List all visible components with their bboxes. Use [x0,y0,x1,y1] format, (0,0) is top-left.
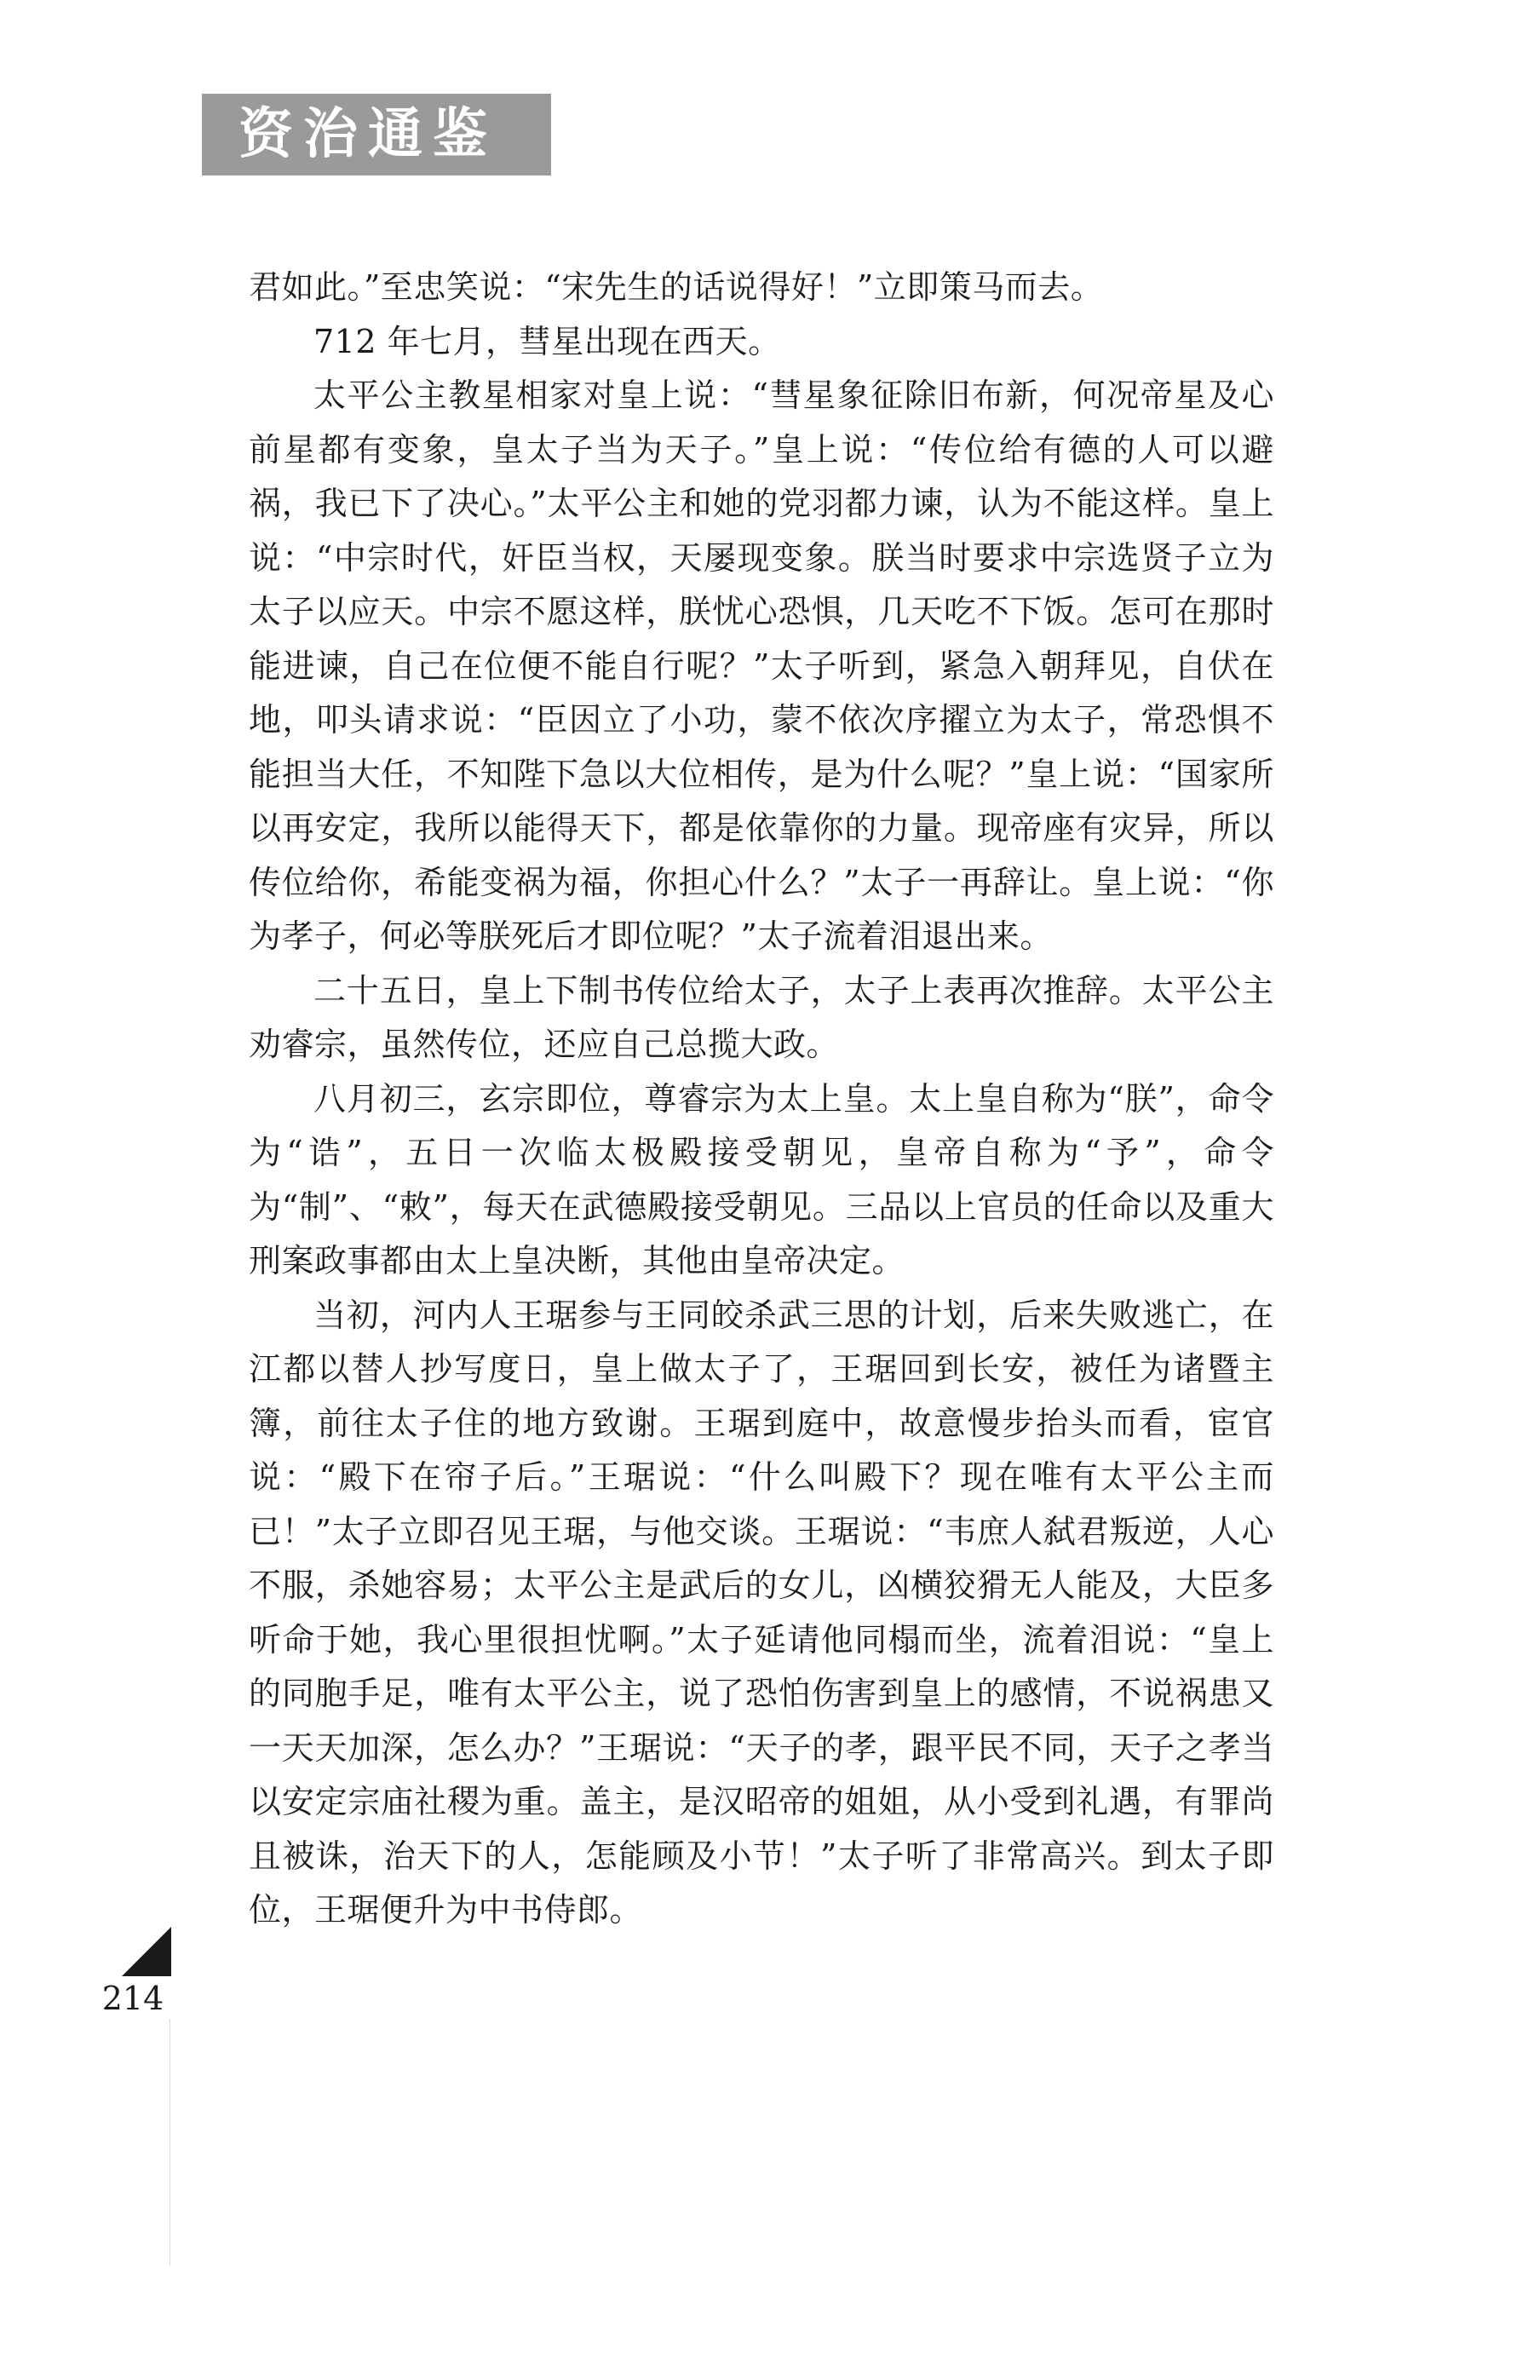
paragraph: 八月初三，玄宗即位，尊睿宗为太上皇。太上皇自称为“朕”，命令为“诰”，五日一次临太极殿接受朝见，皇帝自称为“予”，命令为“制”、“敕”，每天在武德殿接受朝见。三品以上官员的任命以及重大刑案政事都由太上皇决断，其他由皇帝决定。 [249,1079,1274,1279]
paragraph: 太平公主教星相家对皇上说：“彗星象征除旧布新，何况帝星及心前星都有变象，皇太子当为天子。”皇上说：“传位给有德的人可以避祸，我已下了决心。”太平公主和她的党羽都力谏，认为不能这样。皇上说：“中宗时代，奸臣当权，天屡现变象。朕当时要求中宗选贤子立为太子以应天。中宗不愿这样，朕忧心恐惧，几天吃不下饭。怎可在那时能进谏，自己在位便不能自行呢？”太子听到，紧急入朝拜见，自伏在地，叩头请求说：“臣因立了小功，蒙不依次序擢立为太子，常恐惧不能担当大任，不知陛下急以大位相传，是为什么呢？”皇上说：“国家所以再安定，我所以能得天下，都是依靠你的力量。现帝座有灾异，所以传位给你，希能变祸为福，你担心什么？”太子一再辞让。皇上说：“你为孝子，何必等朕死后才即位呢？”太子流着泪退出来。 [249,377,1274,955]
paragraph-continuation: 君如此。”至忠笑说：“宋先生的话说得好！”立即策马而去。 [249,268,1104,306]
paragraph: 二十五日，皇上下制书传位给太子，太子上表再次推辞。太平公主劝睿宗，虽然传位，还应自己总揽大政。 [249,971,1274,1063]
page-number: 214 [101,1980,164,2017]
body-text [249,261,1274,1938]
paragraph: 当初，河内人王琚参与王同皎杀武三思的计划，后来失败逃亡，在江都以替人抄写度日，皇上做太子了，王琚回到长安，被任为诸暨主簿，前往太子住的地方致谢。王琚到庭中，故意慢步抬头而看，宦官说：“殿下在帘子后。”王琚说：“什么叫殿下？现在唯有太平公主而已！”太子立即召见王琚，与他交谈。王琚说：“韦庶人弑君叛逆，人心不服，杀她容易；太平公主是武后的女儿，凶横狡猾无人能及，大臣多听命于她，我心里很担忧啊。”太子延请他同榻而坐，流着泪说：“皇上的同胞手足，唯有太平公主，说了恐怕伤害到皇上的感情，不说祸患又一天天加深，怎么办？”王琚说：“天子的孝，跟平民不同，天子之孝当以安定宗庙社稷为重。盖主，是汉昭帝的姐姐，从小受到礼遇，有罪尚且被诛，治天下的人，怎能顾及小节！”太子听了非常高兴。到太子即位，王琚便升为中书侍郎。 [249,1296,1274,1929]
book-title: 资治通鉴 [238,103,497,166]
corner-triangle-mark [122,1927,171,1976]
paragraph: 712 年七月，彗星出现在西天。 [313,322,781,360]
